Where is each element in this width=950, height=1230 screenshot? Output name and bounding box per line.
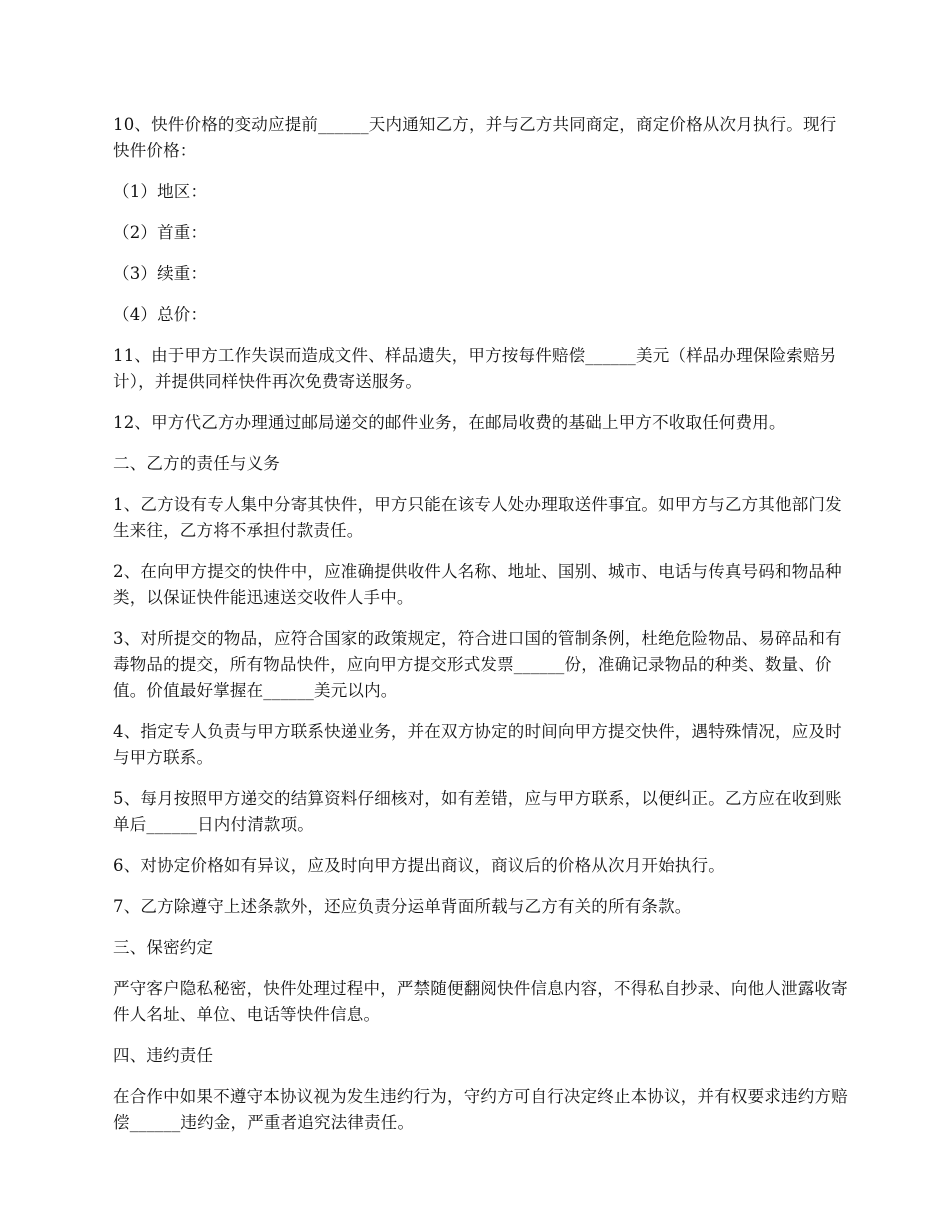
document-page bbox=[113, 112, 848, 1151]
clause-12-postal-service: 12、甲方代乙方办理通过邮局递交的邮件业务，在邮局收费的基础上甲方不收取任何费用。 bbox=[113, 413, 786, 432]
clause-11-loss-compensation: 11、由于甲方工作失误而造成文件、样品遗失，甲方按每件赔偿______美元（样品办理保险索赔另计），并提供同样快件再次免费寄送服务。 bbox=[113, 346, 837, 391]
price-item-region: （1）地区： bbox=[113, 182, 208, 201]
section-heading-party-b-duties: 二、乙方的责任与义务 bbox=[113, 454, 280, 473]
breach-text: 在合作中如果不遵守本协议视为发生违约行为，守约方可自行决定终止本协议，并有权要求违约方赔偿______违约金，严重者追究法律责任。 bbox=[113, 1087, 848, 1132]
confidentiality-text: 严守客户隐私秘密，快件处理过程中，严禁随便翻阅快件信息内容，不得私自抄录、向他人泄露收寄件人名址、单位、电话等快件信息。 bbox=[113, 979, 848, 1024]
price-item-first-weight: （2）首重： bbox=[113, 223, 208, 242]
party-b-clause-5: 5、每月按照甲方递交的结算资料仔细核对，如有差错，应与甲方联系，以便纠正。乙方应在收到账单后______日内付清款项。 bbox=[113, 789, 842, 834]
price-item-additional-weight: （3）续重： bbox=[113, 264, 208, 283]
section-heading-confidentiality: 三、保密约定 bbox=[113, 938, 214, 957]
party-b-clause-3: 3、对所提交的物品，应符合国家的政策规定，符合进口国的管制条例，杜绝危险物品、易碎品和有毒物品的提交，所有物品快件，应向甲方提交形式发票______份，准确记录物品的种类、数量、价值。价值最好掌握在______美元以内。 bbox=[113, 629, 842, 700]
price-item-total: （4）总价： bbox=[113, 305, 208, 324]
party-b-clause-6: 6、对协定价格如有异议，应及时向甲方提出商议，商议后的价格从次月开始执行。 bbox=[113, 856, 725, 875]
party-b-clause-2: 2、在向甲方提交的快件中，应准确提供收件人名称、地址、国别、城市、电话与传真号码和物品种类，以保证快件能迅速送交收件人手中。 bbox=[113, 562, 842, 607]
party-b-clause-7: 7、乙方除遵守上述条款外，还应负责分运单背面所载与乙方有关的所有条款。 bbox=[113, 897, 692, 916]
section-heading-breach: 四、违约责任 bbox=[113, 1046, 214, 1065]
party-b-clause-4: 4、指定专人负责与甲方联系快递业务，并在双方协定的时间向甲方提交快件，遇特殊情况，应及时与甲方联系。 bbox=[113, 722, 842, 767]
clause-10-price-change: 10、快件价格的变动应提前______天内通知乙方，并与乙方共同商定，商定价格从次月执行。现行快件价格： bbox=[113, 115, 837, 160]
party-b-clause-1: 1、乙方设有专人集中分寄其快件，甲方只能在该专人处办理取送件事宜。如甲方与乙方其他部门发生来往，乙方将不承担付款责任。 bbox=[113, 495, 842, 540]
